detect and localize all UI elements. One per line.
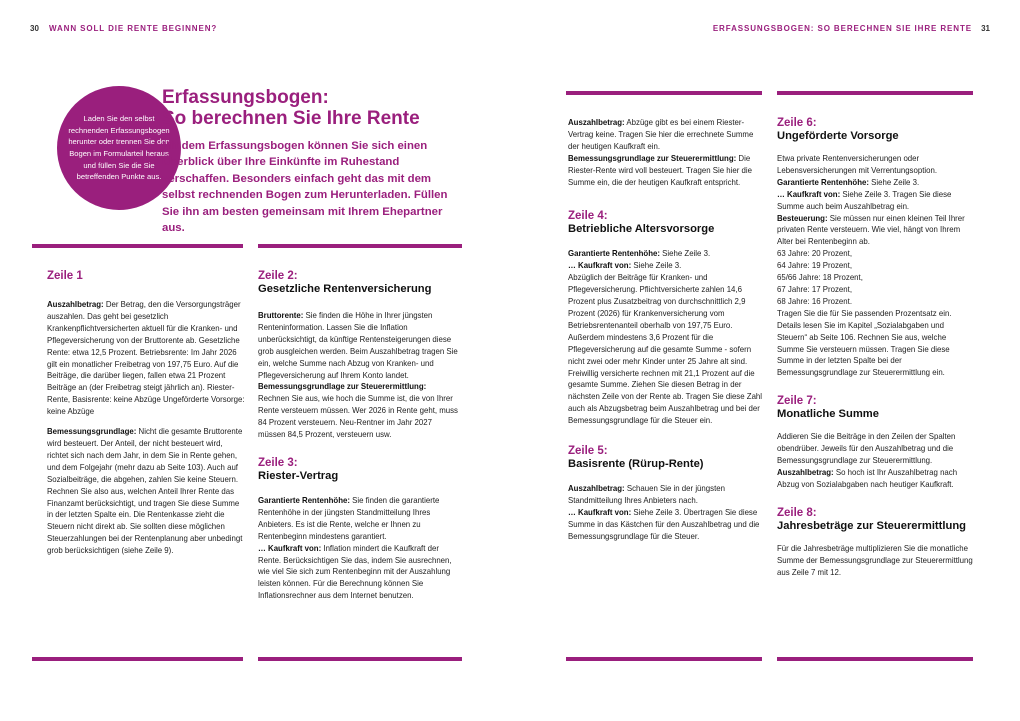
zeile-1-auszahlbetrag: Auszahlbetrag: Der Betrag, den die Versorgungsträger auszahlen. Das geht bei gesetzlich Krankenpflichtversicherten aktuell für die Kranken- und Pflegeversicherung von der Bruttorente ab. Gesetzliche Rente: etwa 12,5 Prozent. Betriebsrente: Im Jahr 2026 gilt ein monatlicher Freibetrag von 197,75 Euro. Auf die Beiträge, die darüber liegen, fallen etwa 21 Prozent Beiträge an (der Freibetrag steigt jährlich an). Riester-Rente, Basisrente: keine Abzüge Ungeförderte Vorsorge: keine Abzüge — [47, 300, 245, 417]
zeile-4-kaufkraft: … Kaufkraft von: Siehe Zeile 3. — [568, 261, 682, 271]
zeile-6-heading: Zeile 6: — [777, 117, 817, 129]
zeile-1-heading: Zeile 1 — [47, 270, 83, 282]
zeile-6-besteuerung: Besteuerung: Sie müssen nur einen kleinen Teil Ihrer privaten Rente versteuern. Wie viel, hängt von Ihrem Alter bei Rentenbeginn ab. — [777, 213, 965, 247]
zeile-6-text: Etwa private Rentenversicherungen oder Lebensversicherungen mit Verrentungsoption. — [777, 154, 938, 175]
zeile-8-subheading: Jahresbeträge zur Steuerermittlung — [777, 519, 966, 532]
zeile-4-text: Abzüglich der Beiträge für Kranken- und Pflegeversicherung. Pflichtversicherte zahlen 14,6 Prozent plus Zusatzbeitrag von durchschnittlich 2,9 Prozent (2026) für Krankenversicherung vom Betriebsrentenanteil oberhalb von 197,75 Euro. Außerdem mindestens 3,6 Prozent für die Pflegeversicherung auf die gesamte Summe - sofern nicht zwei oder mehr Kinder unter 25 Jahre alt sind. Freiwillig versicherte rechnen mit 21,1 Prozent auf die gesamte Summe. Ziehen Sie diesen Betrag in der nächsten Zeile von der Rente ab. Tragen Sie diese Zahl auch als Abzugsbetrag beim Auszahlbetrag und bei der Bemessungsgrundlage für die Steuer ein. — [568, 273, 763, 426]
zeile-3-heading: Zeile 3: — [258, 456, 298, 469]
zeile-7-text: Addieren Sie die Beiträge in den Zeilen der Spalten obendrüber. Jeweils für den Auszahlbetrag und die Bemessungsgrundlage zur Steuerermittlung. — [777, 432, 956, 466]
zeile-2-heading: Zeile 2: — [258, 270, 298, 282]
bottom-rule-1 — [32, 657, 243, 661]
column-4 — [777, 117, 975, 578]
age-rate-1: 63 Jahre: 20 Prozent, — [777, 249, 852, 259]
zeile-8-heading: Zeile 8: — [777, 506, 817, 519]
zeile-5-auszahlbetrag: Auszahlbetrag: Schauen Sie in der jüngsten Standmitteilung Ihres Anbieters nach. — [568, 484, 725, 505]
column-rule-3 — [566, 91, 762, 95]
age-rate-3: 65/66 Jahre: 18 Prozent, — [777, 273, 863, 283]
zeile-2-subheading: Gesetzliche Rentenversicherung — [258, 283, 432, 295]
zeile-8-text: Für die Jahresbeträge multiplizieren Sie die monatliche Summe der Bemessungsgrundlage zur Steuerermittlung aus Zeile 7 mit 12. — [777, 543, 973, 577]
bottom-rule-3 — [566, 657, 762, 661]
zeile-1-bemessungsgrundlage: Bemessungsgrundlage: Nicht die gesamte Bruttorente wird besteuert. Der Anteil, der nicht besteuert wird, richtet sich nach dem Jahr, in dem Sie in Rente gehen, und dem Folgejahr (mehr dazu ab Seite 103). Auch auf Sozialbeiträge, die abgehen, zahlen Sie keine Steuern. Rechnen Sie also aus, welchen Anteil Ihrer Rente das Finanzamt berücksichtigt, und tragen Sie diese Summe in der letzten Spalte ein. Die Rentenkasse zieht die Steuern nicht direkt ab. Sie sollten diese möglichen Steuerzahlungen bei der Rentenplanung aber unbedingt grob berücksichtigen (siehe Zeile 9). — [47, 427, 243, 556]
zeile-2-bemessungsgrundlage: Bemessungsgrundlage zur Steuerermittlung: Rechnen Sie aus, wie hoch die Summe ist, die von Ihrer Rente versteuern müssen. Wer 2026 in Rente geht, muss 84 Prozent versteuern. Neu-Rentner im Jahr 2027 müssen 84,5 Prozent, versteuern usw. — [258, 382, 458, 440]
right-running-title: ERFASSUNGSBOGEN: SO BERECHNEN SIE IHRE RENTE — [712, 24, 972, 33]
bottom-rule-4 — [777, 657, 973, 661]
page-title — [162, 87, 420, 129]
age-rate-2: 64 Jahre: 19 Prozent, — [777, 261, 852, 271]
zeile-6-garantierte-rente: Garantierte Rentenhöhe: Siehe Zeile 3. — [777, 177, 920, 187]
zeile-5-kaufkraft: … Kaufkraft von: Siehe Zeile 3. Übertragen Sie diese Summe in das Kästchen für den Auszahlbetrag und die Bemessungsgrundlage für die Steuer. — [568, 507, 760, 541]
column-2 — [258, 270, 458, 602]
zeile-7-auszahlbetrag: Auszahlbetrag: So hoch ist Ihr Auszahlbetrag nach Abzug von Sozialabgaben nach heutiger Kaufkraft. — [777, 467, 958, 489]
zeile-6-subheading: Ungeförderte Vorsorge — [777, 130, 899, 142]
right-page-number: 31 — [981, 24, 990, 33]
zeile-7-subheading: Monatliche Summe — [777, 408, 879, 421]
column-1 — [47, 270, 245, 557]
zeile-3-bemessungsgrundlage: Bemessungsgrundlage zur Steuerermittlung: Die Riester-Rente wird voll besteuert. Tragen Sie hier die Summe ein, die der heutigen Kaufkraft entspricht. — [568, 153, 752, 187]
column-3 — [568, 117, 764, 543]
left-running-title: WANN SOLL DIE RENTE BEGINNEN? — [49, 24, 218, 33]
bottom-rule-2 — [258, 657, 462, 661]
download-hint-text: Laden Sie den selbst rechnenden Erfassungsbogen herunter oder trennen Sie den Bogen im Formularteil heraus und füllen Sie die Sie betreffenden Punkte aus. — [68, 114, 170, 182]
zeile-5-heading: Zeile 5: — [568, 445, 608, 458]
zeile-3-garantierte-rente: Garantierte Rentenhöhe: Sie finden die garantierte Rentenhöhe in der jüngsten Standmitteilung Ihres Anbieters. Es ist die Rente, welche er Ihnen zu Rentenbeginn mindestens garantiert. — [258, 495, 440, 541]
page-title-line2: So berechnen Sie Ihre Rente — [162, 108, 420, 129]
zeile-4-garantierte-rente: Garantierte Rentenhöhe: Siehe Zeile 3. — [568, 249, 711, 259]
column-rule-1 — [32, 244, 243, 248]
zeile-3-kaufkraft: … Kaufkraft von: Inflation mindert die Kaufkraft der Rente. Berücksichtigen Sie das, indem Sie ausrechnen, wie viel Sie sich zum Rentenbeginn mit der Auszahlung leisten können. Für die Berechnung können Sie Inflationsrechner aus dem Internet benutzen. — [258, 543, 452, 601]
zeile-2-bruttorente: Bruttorente: Sie finden die Höhe in Ihrer jüngsten Renteninformation. Lassen Sie die Inflation unberücksichtigt, da künftige Rentensteigerungen diese grob ausgleichen werden. Beim Auszahlbetrag tragen Sie ein, welche Summe nach Abzug von Kranken- und Pflegeversicherung auf Ihrem Konto landet. — [258, 311, 458, 380]
column-rule-2 — [258, 244, 462, 248]
zeile-7-heading: Zeile 7: — [777, 395, 817, 408]
zeile-5-subheading: Basisrente (Rürup-Rente) — [568, 458, 704, 471]
zeile-3-auszahlbetrag: Auszahlbetrag: Abzüge gibt es bei einem Riester-Vertrag keine. Tragen Sie hier die errechnete Summe der heutigen Kaufkraft ein. — [568, 118, 754, 151]
column-rule-4 — [777, 91, 973, 95]
age-rate-4: 67 Jahre: 17 Prozent, — [777, 284, 852, 294]
page-title-line1: Erfassungsbogen: — [162, 87, 329, 108]
zeile-4-heading: Zeile 4: — [568, 210, 608, 223]
zeile-3-subheading: Riester-Vertrag — [258, 469, 339, 482]
zeile-6-tail: Tragen Sie die für Sie passenden Prozentsatz ein. Details lesen Sie im Kapitel „Sozialabgaben und Steuern“ ab Seite 106. Rechnen Sie aus, welche Summe Sie versteuern müssen. Tragen Sie diese Summe in der letzten Spalte bei der Bemessungsgrundlage zur Steuerermittlung ein. — [777, 308, 952, 378]
zeile-4-subheading: Betriebliche Altersvorsorge — [568, 223, 715, 236]
intro-paragraph: Mit dem Erfassungsbogen können Sie sich einen Überblick über Ihre Einkünfte im Ruhestand verschaffen. Besonders einfach geht das mit dem selbst rechnenden Bogen zum Herunterladen. Füllen Sie ihn am besten gemeinsam mit Ihrem Ehepartner aus. — [162, 140, 448, 235]
zeile-6-kaufkraft: … Kaufkraft von: Siehe Zeile 3. Tragen Sie diese Summe auch beim Auszahlbetrag ein. — [777, 189, 952, 211]
age-rate-5: 68 Jahre: 16 Prozent. — [777, 296, 852, 306]
left-page-number: 30 — [30, 24, 39, 33]
